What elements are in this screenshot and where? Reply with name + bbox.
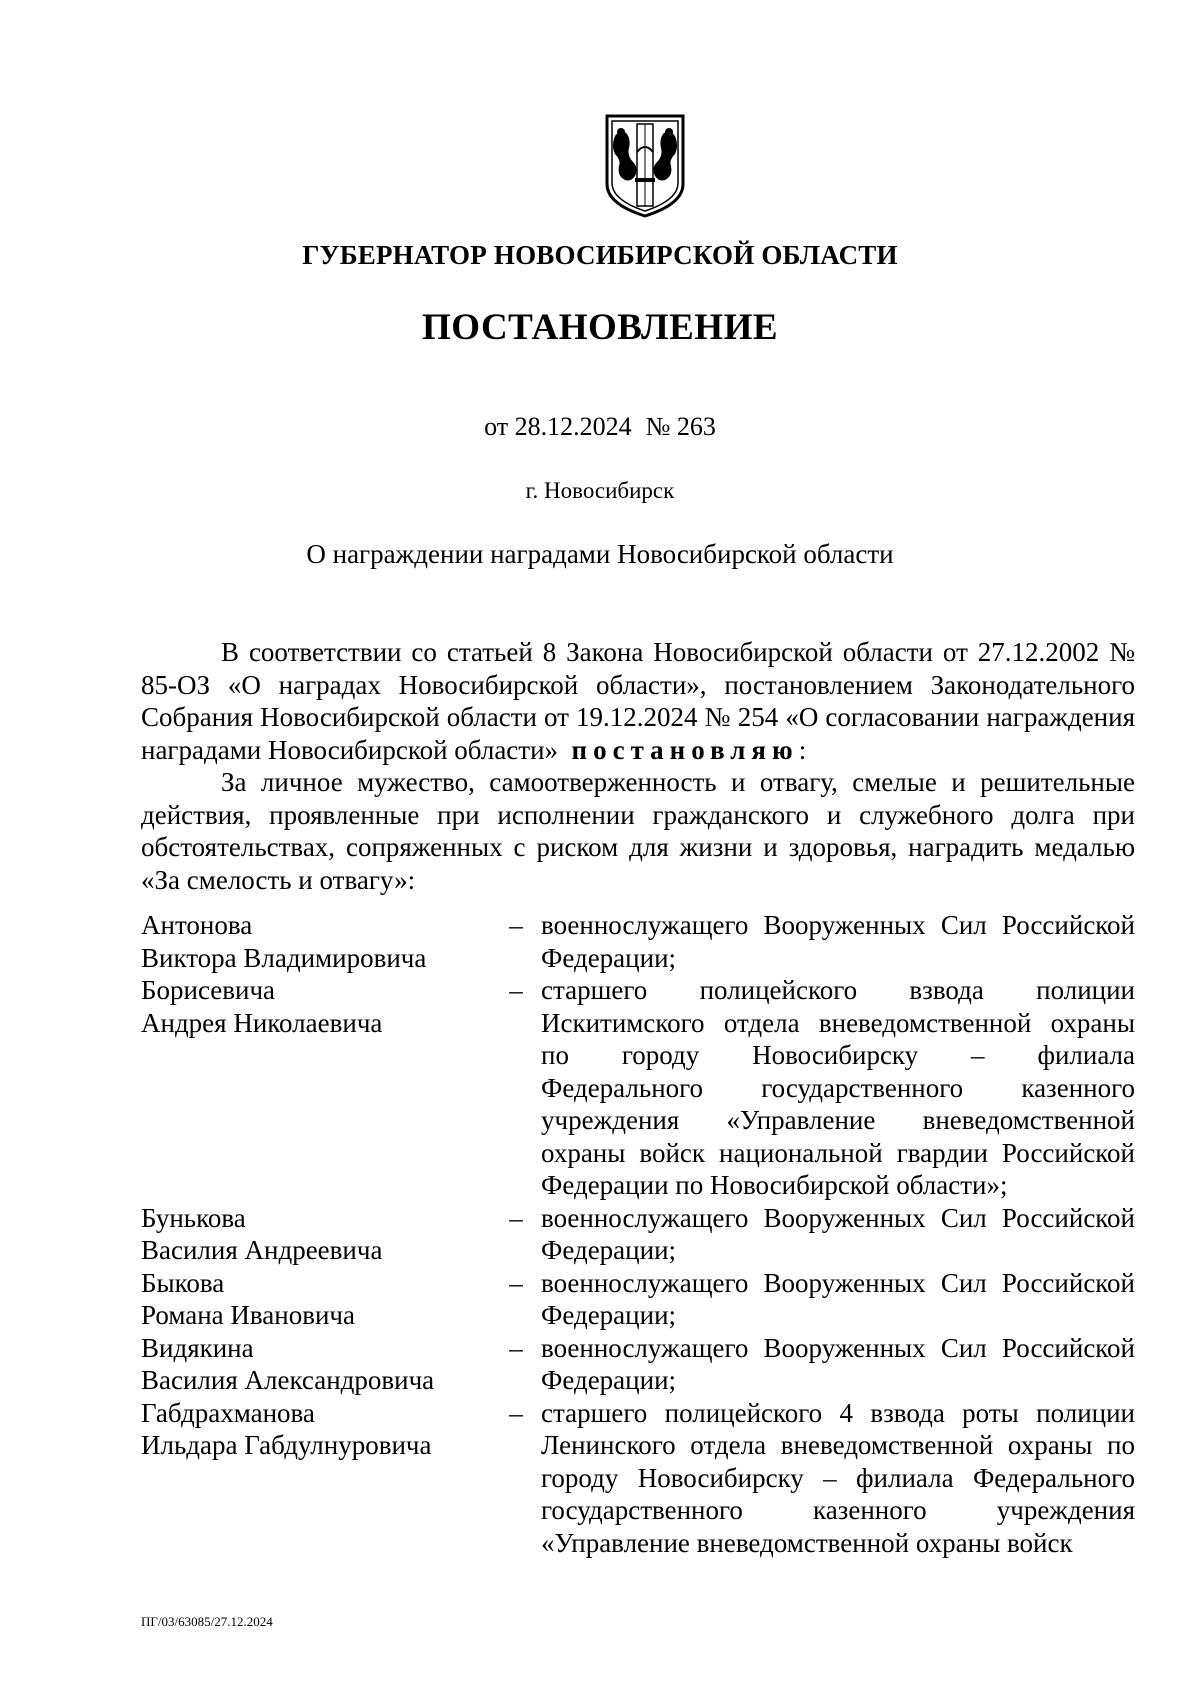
awardee-description <box>541 974 1135 1202</box>
awardee-surname: Борисевича <box>141 975 276 1005</box>
awardee-given-names: Ильдара Габдулнуровича <box>141 1430 432 1460</box>
awardee-dash: – <box>509 910 523 940</box>
awardee-description <box>541 1397 1135 1560</box>
awardee-dash: – <box>509 975 523 1005</box>
awardee-given-names: Василия Александровича <box>141 1365 435 1395</box>
awardee-description-line: Федерации по Новосибирской области»; <box>541 1170 1008 1200</box>
awardee-name <box>141 1267 491 1332</box>
awardee-surname: Бунькова <box>141 1202 246 1233</box>
awardee-description-line: старшего полицейского взвода полиции <box>541 975 1135 1005</box>
awardee-given-names: Андрея Николаевича <box>141 1007 383 1038</box>
document-date-line <box>0 412 1200 442</box>
awardee-row <box>141 1332 1135 1397</box>
awardee-description-line: военнослужащего Вооруженных Сил Российской <box>541 1202 1135 1233</box>
awardee-name <box>141 909 491 974</box>
awardee-description-line: Федерации; <box>541 1365 677 1395</box>
awardee-given-names: Василия Андреевича <box>141 1235 383 1265</box>
awardee-given-names: Виктора Владимировича <box>141 942 427 973</box>
awardee-description-line: Искитимского отдела вневедомственной охраны <box>541 1007 1135 1038</box>
awardee-dash: – <box>509 1267 523 1298</box>
awardee-description <box>541 1332 1135 1397</box>
awardee-description-line: Федерации; <box>541 942 677 973</box>
awardee-description <box>541 1267 1135 1332</box>
issuer-title: ГУБЕРНАТОР НОВОСИБИРСКОЙ ОБЛАСТИ <box>302 240 898 270</box>
awardee-description-line: Федерации; <box>541 1235 677 1265</box>
awardee-description-line: «Управление вневедомственной охраны войск <box>541 1527 1073 1558</box>
awardee-surname: Видякина <box>141 1332 254 1363</box>
awardee-description <box>541 909 1135 974</box>
document-number: № 263 <box>645 412 716 441</box>
awardee-description-line: по городу Новосибирску – филиала <box>541 1040 1135 1070</box>
coat-of-arms-emblem <box>601 112 689 220</box>
awardee-row <box>141 1202 1135 1267</box>
awardee-dash: – <box>509 1202 523 1233</box>
document-city: г. Новосибирск <box>525 478 675 503</box>
awardee-row <box>141 1397 1135 1560</box>
awardee-description-line: военнослужащего Вооруженных Сил Российской <box>541 910 1135 940</box>
decree-colon: : <box>798 734 807 765</box>
awardee-list <box>141 909 1135 1559</box>
awardee-name <box>141 1202 491 1267</box>
document-code: ПГ/03/63085/27.12.2024 <box>141 1614 273 1629</box>
awardee-surname: Габдрахманова <box>141 1397 315 1428</box>
awardee-description-line: Федерации; <box>541 1300 677 1330</box>
awardee-name <box>141 974 491 1202</box>
awardee-name <box>141 1332 491 1397</box>
document-date: от 28.12.2024 <box>484 412 632 441</box>
preamble-paragraph <box>141 636 1135 766</box>
awardee-description-line: старшего полицейского 4 взвода роты полиции <box>541 1397 1135 1428</box>
awardee-description-line: Ленинского отдела вневедомственной охраны по <box>541 1430 1135 1460</box>
awardee-surname: Быкова <box>141 1267 225 1298</box>
document-type: ПОСТАНОВЛЕНИЕ <box>421 307 779 348</box>
awardee-description-line: охраны войск национальной гвардии Российской <box>541 1137 1135 1168</box>
award-intro-paragraph: За личное мужество, самоотверженность и отвагу, смелые и решительные действия, проявленные при исполнении гражданского и служебного долга при обстоятельствах, сопряженных с риском для жизни и здоровья, наградить медалью «За смелость и отвагу»: <box>141 767 1135 895</box>
awardee-description-line: военнослужащего Вооруженных Сил Российской <box>541 1332 1135 1363</box>
decree-word: постановляю <box>571 734 799 765</box>
awardee-row <box>141 909 1135 974</box>
awardee-description-line: Федерального государственного казенного <box>541 1072 1135 1103</box>
awardee-description-line: военнослужащего Вооруженных Сил Российской <box>541 1267 1135 1298</box>
awardee-dash: – <box>509 1397 523 1428</box>
document-body <box>141 636 1135 896</box>
awardee-name <box>141 1397 491 1560</box>
awardee-row <box>141 1267 1135 1332</box>
awardee-dash: – <box>509 1332 523 1363</box>
document-subject: О награждении наградами Новосибирской области <box>306 539 894 569</box>
awardee-description-line: городу Новосибирску – филиала Федерального <box>541 1462 1135 1493</box>
awardee-description-line: учреждения «Управление вневедомственной <box>541 1105 1135 1135</box>
awardee-description-line: государственного казенного учреждения <box>541 1495 1135 1525</box>
awardee-given-names: Романа Ивановича <box>141 1300 355 1330</box>
awardee-description <box>541 1202 1135 1267</box>
awardee-surname: Антонова <box>141 910 253 940</box>
preamble-text: В соответствии со статьей 8 Закона Новосибирской области от 27.12.2002 № 85-ОЗ «О наградах Новосибирской области», постановлением Законодательного Собрания Новосибирской области от 19.12.2024 № 254 «О согласовании награждения наградами Новосибирской области» <box>141 637 1135 765</box>
awardee-row <box>141 974 1135 1202</box>
